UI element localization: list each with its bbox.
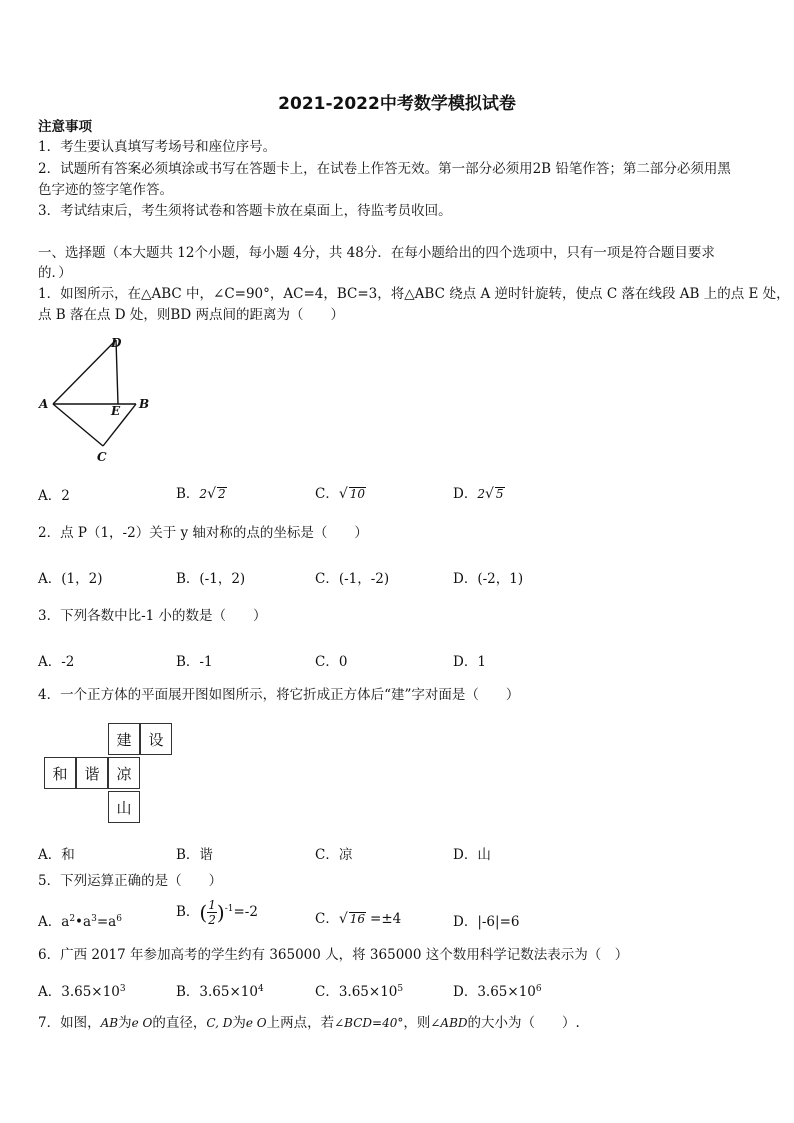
q5-option-a: A．$a^2•a^3=a^6$ [38, 914, 122, 930]
segment-ad [53, 340, 116, 404]
section-heading-cont: 的．） [38, 265, 72, 281]
q5-option-d: D．|-6|=6 [453, 914, 520, 930]
q5-option-c: C．√ 16 =±4 [315, 911, 402, 927]
q4-option-a: A．和 [38, 847, 75, 863]
q3-option-d: D．1 [453, 654, 486, 670]
notice-item-3: 3．考试结束后，考生须将试卷和答题卡放在桌面上，待监考员收回。 [38, 203, 452, 219]
page-title: 2021-2022中考数学模拟试卷 [278, 94, 516, 114]
notice-item-2-cont: 色字迹的签字笔作答。 [38, 182, 173, 198]
q5-stem: 5．下列运算正确的是（ ） [38, 873, 223, 889]
q6-option-c: C．$3.65\times 10^5$ [315, 984, 404, 1000]
q1-stem-cont: 点 B 落在点 D 处，则BD 两点间的距离为（ ） [38, 307, 344, 323]
net-cell-shan: 山 [108, 791, 140, 823]
q6-option-a: A．$3.65\times 10^3$ [38, 984, 126, 1000]
q4-stem: 4．一个正方体的平面展开图如图所示，将它折成正方体后“建”字对面是（ ） [38, 687, 520, 703]
q1-option-d: D．2√ 5 [453, 486, 504, 502]
label-d: D [111, 336, 122, 350]
q1-option-b: B．2√ 2 [176, 486, 226, 502]
q2-option-b: B．(-1，2) [176, 571, 246, 587]
q2-option-a: A．(1，2) [38, 571, 103, 587]
q6-option-d: D．$3.65\times 10^6$ [453, 984, 542, 1000]
label-c: C [97, 450, 107, 464]
label-a: A [39, 397, 49, 411]
net-cell-she: 设 [140, 723, 172, 755]
q4-option-b: B．谐 [176, 847, 213, 863]
q1-option-c: C．√ 10 [315, 486, 366, 502]
q3-option-c: C．0 [315, 654, 348, 670]
q3-option-a: A．-2 [38, 654, 75, 670]
q6-option-b: B．$3.65\times 10^4$ [176, 984, 264, 1000]
q2-stem: 2．点 P（1，-2）关于 y 轴对称的点的坐标是（ ） [38, 525, 368, 541]
segment-ac [53, 404, 103, 446]
q5-option-b: B．( $\frac{1}{2}$ )$^{-1}$=-2 [176, 898, 258, 927]
q3-stem: 3．下列各数中比-1 小的数是（ ） [38, 608, 267, 624]
cube-net-figure [40, 723, 180, 829]
q4-option-d: D．山 [453, 847, 491, 863]
label-e: E [111, 404, 121, 418]
q1-triangle-figure [36, 332, 166, 467]
net-cell-xie: 谐 [76, 757, 108, 789]
section-heading: 一、选择题（本大题共 12个小题，每小题 4分，共 48分．在每小题给出的四个选项中，只有一项是符合题目要求 [38, 245, 715, 261]
notice-item-2: 2．试题所有答案必须填涂或书写在答题卡上，在试卷上作答无效。第一部分必须用2B 铅笔作答；第二部分必须用黑 [38, 161, 731, 177]
q1-option-a: A．2 [38, 488, 70, 504]
q4-option-c: C．凉 [315, 847, 353, 863]
q6-stem: 6．广西 2017 年参加高考的学生约有 365000 人，将 365000 这个数用科学记数法表示为（ ） [38, 947, 629, 963]
q3-option-b: B．-1 [176, 654, 213, 670]
q2-option-d: D．(-2，1) [453, 571, 524, 587]
q1-stem: 1．如图所示，在△ABC 中，∠C=90°，AC=4，BC=3，将△ABC 绕点 A 逆时针旋转，使点 C 落在线段 AB 上的点 E 处， [38, 286, 790, 302]
net-cell-he: 和 [44, 757, 76, 789]
q2-option-c: C．(-1，-2) [315, 571, 390, 587]
notice-heading: 注意事项 [38, 119, 92, 135]
label-b: B [139, 397, 150, 411]
net-cell-liang: 凉 [108, 757, 140, 789]
q7-stem: 7．如图，AB为e O的直径，C, D为e O上两点，若∠BCD=40°，则∠ABD的大小为（ ）. [38, 1015, 580, 1031]
notice-item-1: 1．考生要认真填写考场号和座位序号。 [38, 139, 277, 155]
net-cell-jian: 建 [108, 723, 140, 755]
